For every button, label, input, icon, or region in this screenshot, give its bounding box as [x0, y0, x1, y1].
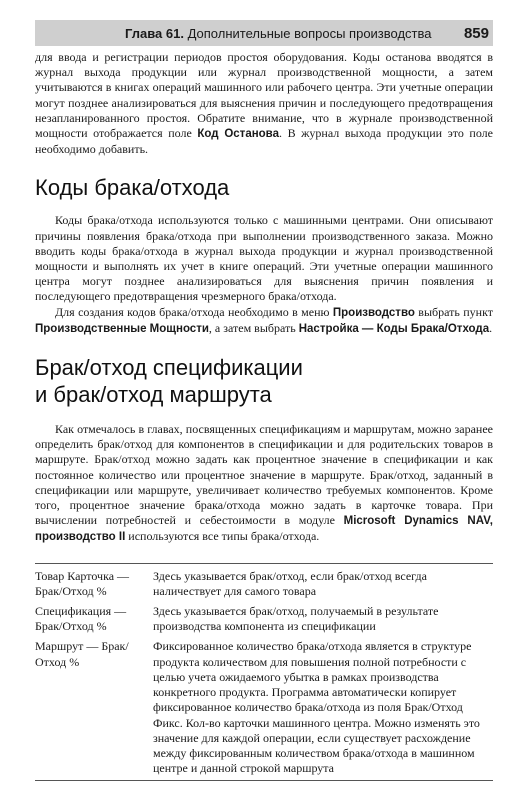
scrap-codes-paragraph-1: Коды брака/отхода используются только с машинными центрами. Они описывают причины появления брака/отхода при выполнении производственного заказа. Можно вводить коды брака/отхода в журнал выхода продукции и журнал производственной мощности и выполнять их учет в книге операций. Эти учетные операции машинного центра могут позднее анализироваться для выяснения причин появления и последующего предотвращения чрезмерного брака/отхода. [35, 213, 493, 304]
chapter-label: Глава 61. [125, 25, 184, 41]
table-row [35, 601, 493, 636]
product-name: Microsoft Dynamics NAV, производство II [35, 515, 494, 544]
p2-text-d: . [489, 320, 493, 335]
table-description: Здесь указывается брак/отход, получаемый в результате производства компонента из спецификации [153, 604, 439, 634]
table-row [35, 636, 493, 780]
p2-text-b: выбрать пункт [418, 304, 493, 319]
table-term: Товар Карточка — Брак/Отход % [35, 568, 130, 598]
table-term: Маршрут — Брак/ Отход % [35, 636, 153, 780]
chapter-name: Дополнительные вопросы производства [187, 25, 432, 41]
section-heading-scrap-codes: Коды брака/отхода [35, 175, 230, 201]
menu-production: Производство [332, 306, 415, 319]
heading-line-2: и брак/отход маршрута [35, 382, 272, 408]
intro-paragraph [35, 50, 493, 157]
intro-text: для ввода и регистрации периодов простоя оборудования. Коды останова вводятся в журнал выхода продукции или журнал производственной мощности, а затем учитываются в книгах операций машинного или рабочего центра. Эти учетные операции могут позднее анализироваться для выяснения причин и последующего предотвращения незапланированного простоя. Обратите внимание, что в журнале производственной мощности отображается поле [35, 50, 493, 141]
bom-routing-paragraph [35, 422, 493, 546]
heading-line-1: Брак/отход спецификации [35, 355, 303, 381]
running-header [35, 20, 493, 46]
p2-text-a: Для создания кодов брака/отхода необходимо в меню [55, 304, 330, 319]
menu-capacities: Производственные Мощности [35, 322, 209, 335]
bom-text-b: используются все типы брака/отхода. [128, 529, 320, 544]
page-body [35, 50, 493, 781]
table-description: Фиксированное количество брака/отхода является в структуре продукта количеством для повышения полной потребности с целью учета ожидаемого убытка в рамках производства конкретного продукта. Программа автоматически копирует фиксированное количество брака/отхода из поля Брак/Отход Фикс. Кол-во карточки машинного центра. Можно изменять это значение для каждой операции, если существует расхождение между фиксированным количеством брака/отхода в машинном центре и данной строкой маршрута [153, 636, 493, 780]
scrap-fields-table [35, 563, 493, 782]
table-row [35, 563, 493, 601]
p2-text-c: , а затем выбрать [208, 320, 296, 335]
menu-setup-scrap-codes: Настройка — Коды Брака/Отхода [298, 322, 490, 335]
page-number: 859 [463, 24, 489, 42]
table-description: Здесь указывается брак/отход, если брак/отход всегда наличествует для самого товара [153, 568, 427, 598]
chapter-title [125, 26, 432, 41]
bom-text-a: Как отмечалось в главах, посвященных спецификациям и маршрутам, можно заранее определить брак/отход для компонентов в спецификации и для родительских товаров в маршруте. Брак/отход можно задать как процентное значение в спецификации и как постоянное количество или процентное значение в маршруте. Брак/отход, заданный в спецификации или маршруте, увеличивает количество требуемых компонентов. Кроме того, процентное значение брака/отхода можно задать в карточке товара. При вычислении потребностей и себестоимости в модуле [35, 422, 493, 528]
intro-tail: . В журнал выхода продукции это поле необходимо добавить. [35, 126, 493, 157]
section-heading-bom-routing-scrap [35, 354, 493, 408]
table-term: Спецификация — Брак/Отход % [35, 604, 127, 634]
scrap-codes-paragraph-2 [35, 305, 493, 337]
field-name: Код Останова [197, 128, 279, 141]
